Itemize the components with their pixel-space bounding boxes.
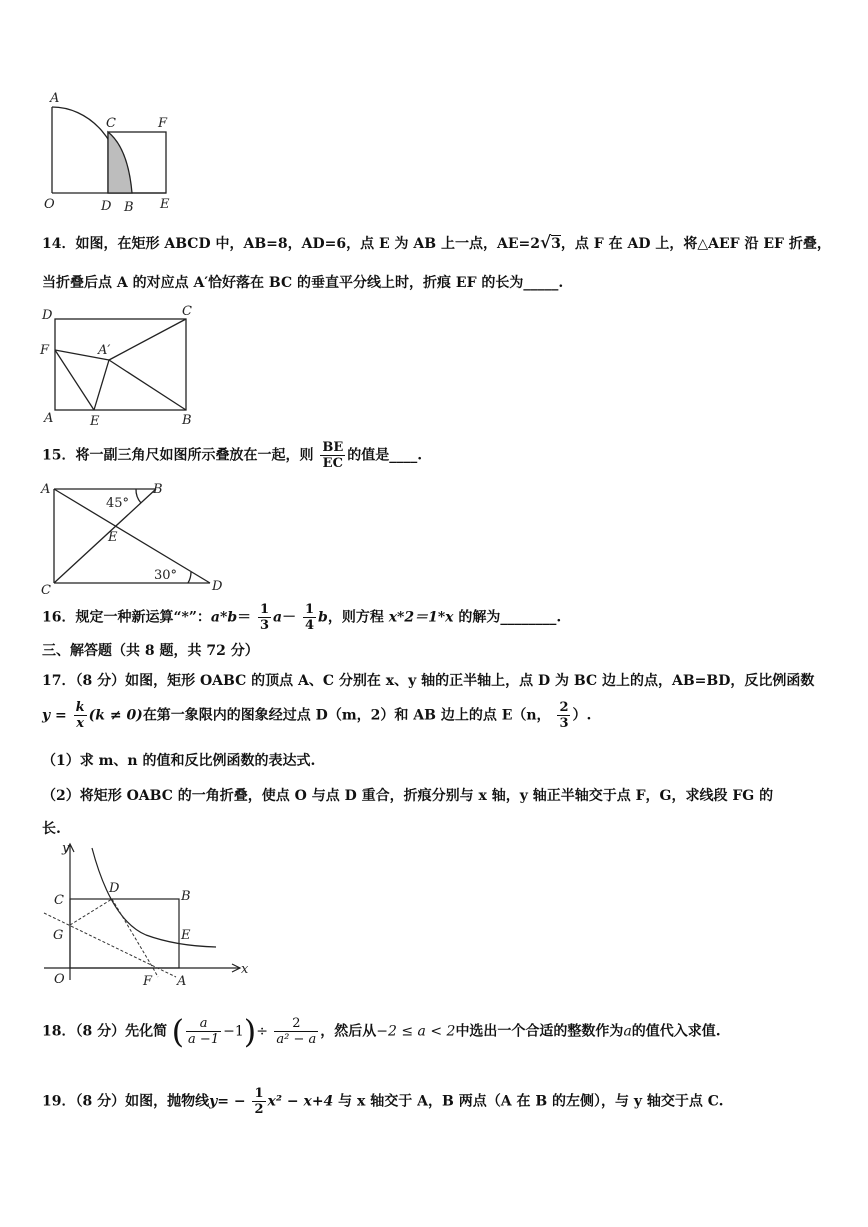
q16-frac2-den: 4: [304, 618, 315, 633]
q15-text-pre: 15．将一副三角尺如图所示叠放在一起，则: [42, 447, 314, 464]
q17-k: k: [75, 700, 85, 715]
label-a: A: [44, 411, 54, 426]
label-x: x: [241, 962, 249, 977]
label-b: B: [153, 482, 163, 497]
label-c: C: [106, 116, 116, 131]
label-f: F: [158, 116, 168, 131]
q14-answer-blank: _____: [523, 275, 559, 291]
q18-frac1-num: a: [186, 1016, 221, 1032]
q19-y: y: [209, 1093, 218, 1110]
q17-line1: 17．（8 分）如图，矩形 OABC 的顶点 A、C 分别在 x、y 轴的正半轴上，点 D 为 BC 边上的点，AB=BD，反比例函数: [42, 673, 815, 689]
q14-line2: [42, 274, 563, 292]
label-b: B: [124, 200, 134, 215]
q16-eq: ＝: [237, 609, 252, 626]
q17-y-eq: y =: [42, 707, 67, 724]
label-c: C: [182, 304, 192, 319]
hyperbola: [92, 848, 216, 947]
label-a-prime: A′: [98, 343, 111, 358]
q16-line: [42, 602, 561, 642]
q19-expression: x² − x+4: [267, 1093, 334, 1110]
q17-frac-num: 2: [559, 700, 569, 715]
q14-radicand: 3: [551, 236, 561, 252]
q18-frac1-den: a −1: [188, 1032, 220, 1047]
label-a: A: [41, 482, 51, 497]
label-f: F: [143, 974, 153, 989]
q19-text-pre: 19．（8 分）如图，抛物线: [42, 1093, 210, 1110]
q16-minus: －: [282, 609, 297, 626]
label-e: E: [181, 928, 191, 943]
q18-text-end: 的值代入求值.: [631, 1023, 721, 1040]
q19-eq: = −: [217, 1093, 246, 1110]
shaded-region: [108, 132, 132, 193]
angle-45-arc: [136, 489, 141, 503]
figure-17: [36, 840, 256, 995]
q18-frac1: [186, 1016, 221, 1047]
q15-end: .: [417, 447, 423, 464]
q16-text-pre: 16．规定一种新运算“*”：: [42, 609, 211, 626]
q14-text-pre: 14．如图，在矩形 ABCD 中，AB=8，AD=6，点 E 为 AB 上一点，AE=2: [42, 236, 540, 252]
label-a: A: [177, 974, 187, 989]
label-b: B: [182, 413, 192, 428]
q17-frac-den: 3: [559, 716, 569, 731]
q17-x: x: [76, 716, 85, 731]
label-a: A: [50, 91, 60, 106]
label-d: D: [212, 579, 223, 594]
q19-line: [42, 1086, 724, 1130]
q16-frac1-den: 3: [259, 618, 270, 633]
q19-frac: [252, 1086, 265, 1117]
q17-text-end: ）.: [572, 707, 592, 724]
q16-equation: x*2＝1*x: [388, 609, 454, 626]
q16-answer-blank: ________: [500, 609, 557, 626]
label-g: G: [53, 928, 64, 943]
q14-text-post: ，点 F 在 AD 上，将△AEF 沿 EF 折叠，: [560, 236, 831, 252]
q18-frac2-den: a² − a: [276, 1032, 317, 1047]
figure-14: [36, 302, 206, 430]
label-o: O: [54, 972, 65, 987]
q18-minus-one: −1: [223, 1023, 244, 1040]
q15-answer-blank: ____: [389, 447, 418, 464]
q19-frac-den: 2: [254, 1102, 264, 1117]
q19-text-post: 与 x 轴交于 A，B 两点（A 在 B 的左侧），与 y 轴交于点 C.: [333, 1093, 724, 1110]
q15-text-post: 的值是: [347, 447, 390, 464]
q16-frac1-num: 1: [259, 602, 270, 617]
q15-fraction: [320, 440, 345, 471]
q16-frac1: [258, 602, 271, 633]
q18-text-post: 中选出一个合适的整数作为: [455, 1023, 624, 1040]
label-e: E: [160, 197, 170, 212]
q16-end: .: [556, 609, 562, 626]
label-f: F: [40, 343, 50, 358]
q14-line1: 14．如图，在矩形 ABCD 中，AB=8，AD=6，点 E 为 AB 上一点，AE=2√3，点 F 在 AD 上，将△AEF 沿 EF 折叠，: [42, 233, 831, 253]
q17-text-mid: 在第一象限内的图象经过点 D（m，2）和 AB 边上的点 E（n，: [142, 707, 551, 724]
q16-text-mid: ，则方程: [327, 609, 389, 626]
q18-frac2-num: 2: [274, 1016, 318, 1032]
q18-range: −2 ≤ a < 2: [376, 1023, 456, 1040]
label-e: E: [108, 530, 118, 545]
q15-frac-num: BE: [322, 440, 344, 455]
q15-line: [42, 440, 422, 482]
section-header: 三、解答题（共 8 题，共 72 分）: [42, 643, 259, 659]
label-b: B: [181, 889, 191, 904]
q17-part2-line2: 长.: [42, 821, 61, 837]
q18-frac2: [274, 1016, 318, 1047]
q16-frac2: [303, 602, 316, 633]
q19-frac-num: 1: [254, 1086, 264, 1101]
q14-text-line2: 当折叠后点 A 的对应点 A′恰好落在 BC 的垂直平分线上时，折痕 EF 的长为: [42, 275, 524, 291]
q17-condition: (k ≠ 0): [88, 707, 143, 724]
q16-expr-ab: a*b: [210, 609, 238, 626]
q16-text-post: 的解为: [453, 609, 501, 626]
q16-var-a: a: [273, 609, 283, 626]
label-e: E: [90, 414, 100, 429]
angle-30-arc: [188, 572, 191, 583]
q16-frac2-num: 1: [304, 602, 315, 617]
label-y: y: [62, 841, 70, 856]
q14-end: .: [558, 275, 564, 291]
q17-part2-line1: （2）将矩形 OABC 的一角折叠，使点 O 与点 D 重合，折痕分别与 x 轴，y 轴正半轴交于点 F，G，求线段 FG 的: [42, 788, 774, 804]
q18-text-pre: 18．（8 分）先化简: [42, 1023, 168, 1040]
q17-frac: [557, 700, 570, 731]
q18-div: ÷: [256, 1023, 268, 1040]
q18-var: a: [623, 1023, 632, 1040]
label-c: C: [41, 583, 51, 598]
label-d: D: [109, 881, 120, 896]
q18-text-mid: ，然后从: [320, 1023, 377, 1040]
figure-13: [36, 86, 186, 216]
label-d: D: [42, 308, 53, 323]
q15-frac-den: EC: [322, 456, 343, 471]
label-d: D: [101, 199, 112, 214]
label-c: C: [54, 893, 64, 908]
figure-15: [36, 478, 236, 598]
angle-30-label: 30°: [154, 568, 178, 583]
q18-line: 18．（8 分）先化简 ( $\frac{a}{a -1}$ −1)÷ $\frac{2}{\text{a² − a}}$ ，然后从−2 ≤ a < 2中选出一个合适的整数作为a的值代入求值.: [42, 1012, 721, 1051]
label-o: O: [44, 197, 55, 212]
angle-45-label: 45°: [106, 496, 130, 511]
q17-part1: （1）求 m、n 的值和反比例函数的表达式.: [42, 753, 316, 769]
q17-k-over-x: [74, 700, 87, 731]
q17-line2: [42, 700, 591, 742]
q16-var-b: b: [318, 609, 328, 626]
